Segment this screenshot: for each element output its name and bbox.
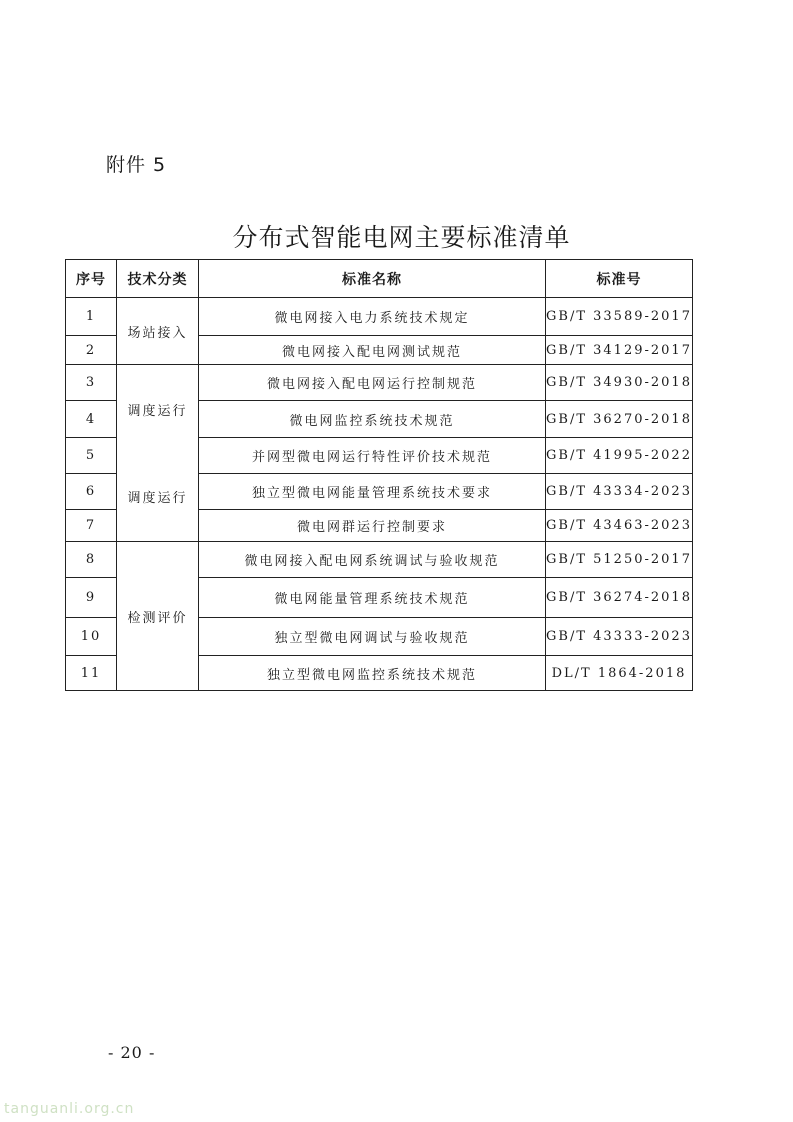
table-row <box>66 365 693 401</box>
table-header-row <box>66 260 693 298</box>
page-number: - 20 - <box>108 1043 156 1062</box>
row-seq: 4 <box>66 401 117 438</box>
row-seq: 2 <box>66 336 117 365</box>
row-name: 微电网能量管理系统技术规范 <box>199 578 546 618</box>
header-code: 标准号 <box>546 260 693 298</box>
row-seq: 8 <box>66 542 117 578</box>
table-row <box>66 298 693 336</box>
row-name: 独立型微电网能量管理系统技术要求 <box>199 474 546 510</box>
row-code: GB/T 43333-2023 <box>546 618 693 656</box>
row-name: 微电网接入配电网测试规范 <box>199 336 546 365</box>
category-cell: 检测评价 <box>117 542 199 691</box>
row-name: 微电网群运行控制要求 <box>199 510 546 542</box>
header-seq: 序号 <box>66 260 117 298</box>
row-seq: 7 <box>66 510 117 542</box>
row-code: DL/T 1864-2018 <box>546 656 693 691</box>
attachment-label: 附件 5 <box>106 154 167 176</box>
watermark: tanguanli.org.cn <box>4 1101 135 1117</box>
row-code: GB/T 41995-2022 <box>546 438 693 474</box>
row-seq: 11 <box>66 656 117 691</box>
row-seq: 10 <box>66 618 117 656</box>
row-seq: 3 <box>66 365 117 401</box>
row-code: GB/T 43334-2023 <box>546 474 693 510</box>
row-code: GB/T 34129-2017 <box>546 336 693 365</box>
row-code: GB/T 36270-2018 <box>546 401 693 438</box>
row-seq: 1 <box>66 298 117 336</box>
row-code: GB/T 51250-2017 <box>546 542 693 578</box>
row-name: 并网型微电网运行特性评价技术规范 <box>199 438 546 474</box>
row-name: 微电网接入配电网系统调试与验收规范 <box>199 542 546 578</box>
row-code: GB/T 43463-2023 <box>546 510 693 542</box>
row-seq: 5 <box>66 438 117 474</box>
row-name: 独立型微电网监控系统技术规范 <box>199 656 546 691</box>
header-name: 标准名称 <box>199 260 546 298</box>
category-label: 调度运行 <box>127 491 188 507</box>
row-code: GB/T 33589-2017 <box>546 298 693 336</box>
document-title: 分布式智能电网主要标准清单 <box>232 223 571 252</box>
row-seq: 9 <box>66 578 117 618</box>
table-row <box>66 542 693 578</box>
row-code: GB/T 34930-2018 <box>546 365 693 401</box>
row-seq: 6 <box>66 474 117 510</box>
standards-table <box>65 259 693 691</box>
row-name: 微电网接入电力系统技术规定 <box>199 298 546 336</box>
row-name: 微电网监控系统技术规范 <box>199 401 546 438</box>
category-label: 调度运行 <box>127 403 188 419</box>
category-cell <box>117 365 199 542</box>
category-cell: 场站接入 <box>117 298 199 365</box>
header-category: 技术分类 <box>117 260 199 298</box>
row-name: 独立型微电网调试与验收规范 <box>199 618 546 656</box>
row-code: GB/T 36274-2018 <box>546 578 693 618</box>
row-name: 微电网接入配电网运行控制规范 <box>199 365 546 401</box>
